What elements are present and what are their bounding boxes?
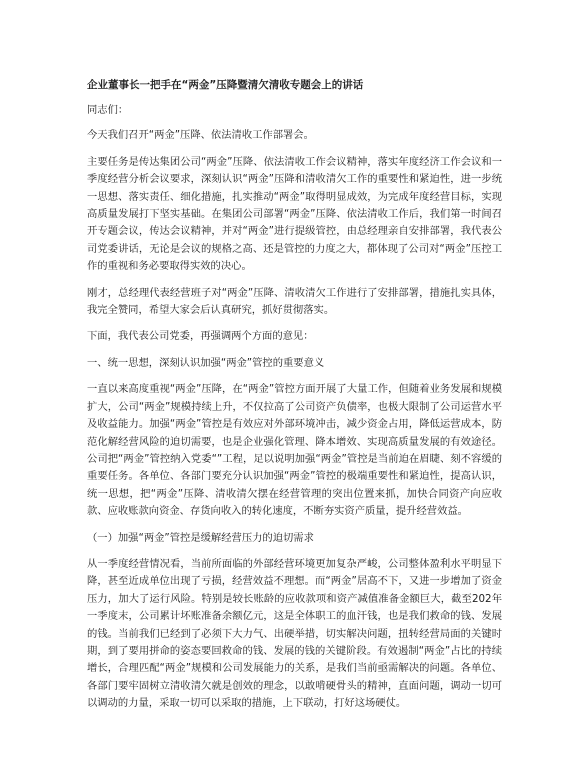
section-heading: 一、统一思想，深刻认识加强“两金”管控的重要意义 — [87, 356, 325, 369]
subsection-heading: （一）加强“两金”管控是缓解经营压力的迫切需求 — [87, 531, 314, 544]
paragraph: 今天我们召开“两金”压降、依法清收工作部署会。 — [87, 129, 314, 142]
paragraph: 主要任务是传达集团公司“两金”压降、依法清收工作会议精神，落实年度经济工作会议和一季度经营分析会议要求，深刻认识“两金”压降和清收清欠工作的重要性和紧迫性，进一步统一思想、落实责任、细化措施，扎实推动“两金”取得明显成效，为完成年度经营目标，实现高质量发展打下坚实基础。在集团公司部署“两金”压降、依法清收工作后，我们第一时间召开专题会议，传达会议精神，并对“两金”进行提级管控，由总经理亲自安排部署，我代表公司党委讲话，无论是会议的规格之高、还是管控的力度之大，都体现了公司对“两金”压控工作的重视和务必要取得实效的决心。 — [87, 155, 502, 273]
paragraph: 刚才，总经理代表经营班子对“两金”压降、清收清欠工作进行了安排部署，措施扎实具体，我完全赞同，希望大家会后认真研究，抓好贯彻落实。 — [87, 286, 502, 317]
document-title: 企业董事长一把手在“两金”压降暨清欠清收专题会上的讲话 — [87, 79, 364, 91]
paragraph: 从一季度经营情况看，当前所面临的外部经营环境更加复杂严峻，公司整体盈利水平明显下降，甚至近成单位出现了亏损，经营效益不理想。而“两金”居高不下，又进一步增加了资金压力，加大了运行风险。特别是较长账龄的应收款项和资产减值准备金额巨大，截至202年一季度末，公司累计坏账准备余额亿元，这是全体职工的血汗钱，也是我们救命的钱、发展的钱。当前我们已经到了必须下大力气、出硬举措，切实解决问题，扭转经营局面的关键时期，到了要用拼命的姿态要回救命的钱、发展的钱的关键阶段。有效遏制“两金”占比的持续增长，合理匹配“两金”规模和公司发展能力的关系，是我们当前亟需解决的问题。各单位、各部门要牢固树立清收清欠就是创效的理念，以敢啃硬骨头的精神，直面问题，调动一切可以调动的力量，采取一切可以采取的措施，上下联动，打好这场硬仗。 — [87, 557, 502, 710]
paragraph: 下面，我代表公司党委，再强调两个方面的意见： — [87, 330, 314, 343]
salutation: 同志们： — [87, 104, 129, 116]
paragraph: 一直以来高度重视“两金”压降，在“两金”管控方面开展了大量工作，但随着业务发展和规模扩大，公司“两金”规模持续上升，不仅拉高了公司资产负债率，也极大限制了公司运营水平及收益能力。加强“两金”管控是有效应对外部环境冲击，减少资金占用，降低运营成本，防范化解经营风险的迫切需要，也是企业强化管理、降本增效、实现高质量发展的有效途径。公司把“两金”管控纳入党委“”工程，足以说明加强“两金”管控是当前迫在眉睫、刻不容缓的重要任务。各单位、各部门要充分认识加强“两金”管控的极端重要性和紧迫性，提高认识，统一思想，把“两金”压降、清收清欠摆在经营管理的突出位置来抓，加快合同资产向应收款、应收账款向资金、存货向收入的转化速度，不断夯实资产质量，提升经营效益。 — [87, 383, 502, 518]
